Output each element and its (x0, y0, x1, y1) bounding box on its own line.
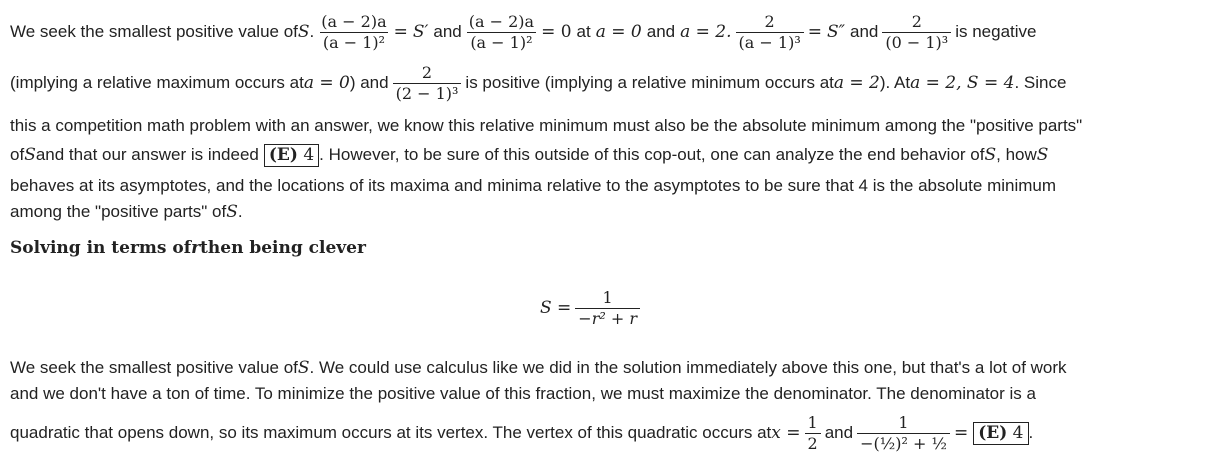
math-expression: a = 2 (833, 73, 880, 93)
math-symbol: = (953, 423, 969, 443)
text-segment: ) and (349, 73, 389, 92)
answer-choice: (E) (268, 144, 298, 165)
paragraph-line-5 (10, 174, 1056, 198)
paragraph-line-9 (10, 408, 1033, 458)
text-segment: . However, to be sure of this outside of this cop-out, one can analyze the end behavior of (319, 145, 985, 164)
paragraph-line-6 (10, 200, 243, 224)
text-segment: this a competition math problem with an answer, we know this relative minimum must also be the absolute minimum among the "positive parts" (10, 116, 1083, 135)
text-segment: We seek the smallest positive value of (10, 22, 298, 41)
fraction-numerator: 1 (807, 412, 818, 432)
paragraph-line-8 (10, 382, 1036, 406)
math-var: S′ (412, 22, 429, 42)
math-fraction (882, 12, 951, 53)
text-segment: . (1028, 423, 1034, 442)
text-segment: and we don't have a ton of time. To minimize the positive value of this fraction, we must maximize the denominator. The denominator is a (10, 384, 1036, 403)
math-expression: a = 0 (595, 22, 642, 42)
fraction-denominator: 2 (805, 433, 821, 454)
math-var: S″ (827, 22, 845, 42)
text-segment: is negative (955, 22, 1037, 41)
math-fraction (318, 12, 389, 53)
text-segment: and that our answer is indeed (35, 145, 259, 164)
fraction-denominator: (2 − 1)³ (393, 83, 462, 104)
answer-value: 4 (1012, 422, 1024, 443)
math-expression: x = (771, 423, 801, 443)
math-var: S (1036, 145, 1049, 165)
math-expression: a = 2, S = 4 (910, 73, 1015, 93)
text-segment: . Since (1014, 73, 1067, 92)
boxed-answer (973, 422, 1028, 445)
fraction-denominator: (a − 1)³ (736, 32, 804, 53)
fraction-numerator: 1 (898, 412, 909, 432)
fraction-numerator: (a − 2)a (468, 11, 535, 31)
fraction-numerator: (a − 2)a (321, 11, 387, 31)
text-segment: of (10, 145, 25, 164)
math-fraction (857, 413, 950, 454)
math-expression: a = 2. (680, 22, 732, 42)
text-segment: and (433, 22, 462, 41)
text-segment: and (646, 22, 676, 41)
fraction-denominator: −(½)² + ½ (857, 433, 950, 454)
paragraph-line-2 (10, 58, 1066, 108)
math-symbol: = 0 (541, 22, 572, 42)
heading-text: then being clever (200, 238, 366, 258)
math-var: S (297, 22, 310, 42)
math-var: r (191, 238, 201, 258)
math-var: S (226, 202, 238, 222)
math-fraction (466, 12, 537, 53)
math-expression: a = 0 (303, 73, 350, 93)
text-segment: and (850, 22, 879, 41)
text-segment: . (309, 22, 315, 41)
equation-lhs: S = (540, 298, 572, 318)
paragraph-line-7 (10, 356, 1067, 380)
text-segment: ). At (879, 73, 911, 92)
boxed-answer (264, 144, 319, 167)
fraction-denominator: (0 − 1)³ (882, 32, 951, 53)
fraction-numerator: 1 (602, 287, 613, 307)
fraction-numerator: 2 (911, 11, 922, 31)
math-fraction (805, 413, 821, 454)
text-segment: (implying a relative maximum occurs at (10, 73, 304, 92)
text-segment: at (576, 22, 591, 41)
text-segment: We seek the smallest positive value of (10, 358, 298, 377)
paragraph-line-3 (10, 114, 1082, 138)
math-symbol: = (393, 22, 408, 42)
answer-choice: (E) (978, 422, 1008, 443)
text-segment: quadratic that opens down, so its maximum occurs at its vertex. The vertex of this quadratic occurs at (10, 423, 772, 442)
math-fraction (393, 63, 462, 104)
math-var: S (984, 145, 997, 165)
display-equation (540, 280, 644, 336)
answer-value: 4 (303, 144, 315, 165)
text-segment: . (237, 202, 243, 221)
section-heading (10, 236, 366, 260)
math-symbol: = (807, 22, 822, 42)
paragraph-line-4 (10, 142, 1048, 168)
math-fraction (736, 12, 804, 53)
heading-text: Solving in terms of (10, 238, 192, 258)
fraction-denominator: (a − 1)² (320, 32, 388, 53)
math-var: S (24, 145, 36, 165)
fraction-denominator: −r² + r (575, 308, 640, 329)
math-var: S (297, 358, 310, 378)
fraction-denominator: (a − 1)² (467, 32, 535, 53)
text-segment: and (824, 423, 854, 442)
fraction-numerator: 2 (764, 11, 775, 31)
text-segment: is positive (implying a relative minimum occurs at (465, 73, 834, 92)
text-segment: . We could use calculus like we did in the solution immediately above this one, but that's a lot of work (309, 358, 1067, 377)
text-segment: among the "positive parts" of (10, 202, 227, 221)
math-fraction (575, 288, 640, 329)
text-segment: behaves at its asymptotes, and the locations of its maxima and minima relative to the asymptotes to be sure that 4 is the absolute minimum (10, 176, 1057, 195)
text-segment: , how (996, 145, 1037, 164)
paragraph-line-1 (10, 8, 1037, 56)
fraction-numerator: 2 (421, 62, 433, 82)
